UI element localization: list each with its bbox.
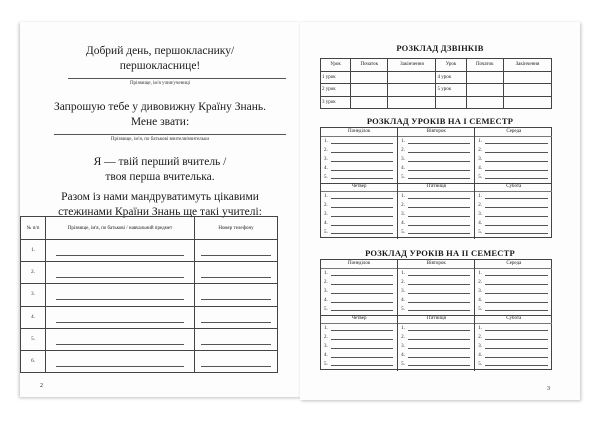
bell-end-cell[interactable] xyxy=(503,84,551,97)
day-header: Вівторок xyxy=(398,128,474,137)
student-name-line[interactable] xyxy=(68,78,286,79)
invite-line-2: Мене звати: xyxy=(130,116,190,128)
lesson-line[interactable]: 1. xyxy=(475,192,552,201)
lesson-line[interactable]: 4. xyxy=(475,219,552,228)
lesson-line[interactable]: 1. xyxy=(475,137,552,146)
lesson-line[interactable]: 4. xyxy=(475,351,552,360)
lesson-line[interactable]: 5. xyxy=(321,305,397,314)
day-header: Середа xyxy=(475,260,552,269)
lesson-line[interactable]: 3. xyxy=(475,342,552,351)
bells-title: РОЗКЛАД ДЗВІНКІВ xyxy=(396,43,484,53)
day-cell xyxy=(475,128,552,184)
lesson-line[interactable]: 2. xyxy=(398,146,474,155)
bell-start-cell[interactable] xyxy=(351,96,388,109)
day-header: Субота xyxy=(475,315,552,324)
lesson-line[interactable]: 1. xyxy=(321,269,397,278)
invite-line-1: Запрошую тебе у дивовижну Країну Знань. xyxy=(53,101,267,113)
lesson-line[interactable]: 3. xyxy=(321,210,397,219)
bell-lesson-right xyxy=(436,96,466,109)
lesson-line[interactable]: 1. xyxy=(321,137,397,146)
lesson-line[interactable]: 2. xyxy=(321,278,397,287)
teacher-caption: Прізвище, ім'я, по батькові вчителя/вчительки xyxy=(110,137,210,142)
lesson-line[interactable]: 2. xyxy=(475,201,552,210)
bells-h-end-1: Закінчення xyxy=(388,59,436,72)
day-cell xyxy=(321,183,398,239)
first-teacher-line-1: Я — твій перший вчитель / xyxy=(93,156,227,168)
teacher-phone-cell[interactable] xyxy=(195,350,278,372)
bell-lesson-left: 2 урок xyxy=(321,84,351,97)
teacher-row-num: 2. xyxy=(21,262,46,284)
lesson-line[interactable]: 3. xyxy=(398,342,474,351)
lesson-line[interactable]: 4. xyxy=(475,164,552,173)
lesson-line[interactable]: 3. xyxy=(475,155,552,164)
lesson-line[interactable]: 2. xyxy=(475,146,552,155)
page-number-left: 2 xyxy=(40,383,43,389)
lesson-line[interactable]: 5. xyxy=(398,305,474,314)
lesson-line[interactable]: 2. xyxy=(321,333,397,342)
lesson-line[interactable]: 5. xyxy=(321,173,397,182)
teacher-phone-cell[interactable] xyxy=(195,328,278,350)
lesson-line[interactable]: 1. xyxy=(321,324,397,333)
teacher-name-cell[interactable] xyxy=(46,284,195,306)
day-header: П'ятниця xyxy=(398,315,474,324)
lesson-line[interactable]: 4. xyxy=(321,164,397,173)
bell-start-cell[interactable] xyxy=(351,84,388,97)
bells-h-end-2: Закінчення xyxy=(503,59,551,72)
teacher-row-num: 5. xyxy=(21,328,46,350)
day-cell xyxy=(321,128,398,184)
day-cell xyxy=(475,183,552,239)
lesson-line[interactable]: 1. xyxy=(398,269,474,278)
student-caption: Прізвище, ім'я учня/учениці xyxy=(129,81,191,86)
lesson-line[interactable]: 4. xyxy=(398,296,474,305)
bell-lesson-left: 3 урок xyxy=(321,96,351,109)
teacher-name-cell[interactable] xyxy=(46,262,195,284)
bells-table xyxy=(320,58,552,109)
lesson-line[interactable]: 2. xyxy=(475,333,552,342)
bell-lesson-right: 4 урок xyxy=(436,71,466,84)
day-cell xyxy=(321,315,398,371)
teacher-name-line[interactable] xyxy=(54,134,286,135)
lesson-line[interactable]: 1. xyxy=(321,192,397,201)
lesson-line[interactable]: 2. xyxy=(321,146,397,155)
teacher-row-num: 3. xyxy=(21,284,46,306)
lesson-line[interactable]: 5. xyxy=(475,360,552,369)
bell-start-cell[interactable] xyxy=(466,96,503,109)
teacher-phone-cell[interactable] xyxy=(195,306,278,328)
semester-1-grid xyxy=(320,127,552,238)
teacher-phone-cell[interactable] xyxy=(195,240,278,262)
day-header: Четвер xyxy=(321,183,397,192)
lesson-line[interactable]: 3. xyxy=(398,210,474,219)
lesson-line[interactable]: 5. xyxy=(475,228,552,237)
bell-start-cell[interactable] xyxy=(466,84,503,97)
teacher-row xyxy=(21,284,278,306)
col-phone: Номер телефону xyxy=(195,217,278,240)
day-cell xyxy=(398,260,475,316)
lesson-line[interactable]: 4. xyxy=(398,351,474,360)
first-teacher-line-2: твоя перша вчителька. xyxy=(105,171,215,183)
lesson-line[interactable]: 2. xyxy=(475,278,552,287)
day-cell xyxy=(398,183,475,239)
bell-end-cell[interactable] xyxy=(503,96,551,109)
lesson-line[interactable]: 5. xyxy=(398,228,474,237)
teacher-row xyxy=(21,240,278,262)
lesson-line[interactable]: 2. xyxy=(398,278,474,287)
lesson-line[interactable]: 4. xyxy=(321,219,397,228)
lesson-line[interactable]: 1. xyxy=(398,324,474,333)
lesson-line[interactable]: 3. xyxy=(321,287,397,296)
day-header: П'ятниця xyxy=(398,183,474,192)
day-header: Четвер xyxy=(321,315,397,324)
bell-end-cell[interactable] xyxy=(388,71,436,84)
teacher-phone-cell[interactable] xyxy=(195,284,278,306)
day-header: Середа xyxy=(475,128,552,137)
lesson-line[interactable]: 2. xyxy=(398,201,474,210)
lesson-line[interactable]: 5. xyxy=(475,173,552,182)
teachers-header-row xyxy=(21,217,278,240)
bell-lesson-right: 5 урок xyxy=(436,84,466,97)
lesson-line[interactable]: 1. xyxy=(398,192,474,201)
lesson-line[interactable]: 5. xyxy=(398,360,474,369)
day-cell xyxy=(321,260,398,316)
teacher-row xyxy=(21,328,278,350)
bell-end-cell[interactable] xyxy=(503,71,551,84)
lesson-line[interactable]: 1. xyxy=(398,137,474,146)
greeting-line-2: першокласнице! xyxy=(119,60,201,72)
bell-lesson-left: 1 урок xyxy=(321,71,351,84)
lesson-line[interactable]: 2. xyxy=(321,201,397,210)
lesson-line[interactable]: 4. xyxy=(321,351,397,360)
teacher-row xyxy=(21,350,278,372)
day-header: Понеділок xyxy=(321,260,397,269)
lesson-line[interactable]: 4. xyxy=(321,296,397,305)
semester-1-title: РОЗКЛАД УРОКІВ НА І СЕМЕСТР xyxy=(366,116,514,126)
day-header: Понеділок xyxy=(321,128,397,137)
teacher-name-cell[interactable] xyxy=(46,240,195,262)
bell-row xyxy=(321,84,552,97)
bells-header-row xyxy=(321,59,552,72)
day-header: Субота xyxy=(475,183,552,192)
teacher-row-num: 6. xyxy=(21,350,46,372)
lesson-line[interactable]: 3. xyxy=(398,155,474,164)
bells-h-lesson-2: Урок xyxy=(436,59,466,72)
bells-h-start-1: Початок xyxy=(351,59,388,72)
col-num: № п/п xyxy=(21,217,46,240)
teacher-row xyxy=(21,306,278,328)
day-cell xyxy=(398,315,475,371)
teacher-name-cell[interactable] xyxy=(46,350,195,372)
day-header: Вівторок xyxy=(398,260,474,269)
lesson-line[interactable]: 2. xyxy=(398,333,474,342)
bells-h-start-2: Початок xyxy=(466,59,503,72)
semester-2-grid xyxy=(320,259,552,370)
bell-start-cell[interactable] xyxy=(466,71,503,84)
day-cell xyxy=(475,260,552,316)
semester-2-title: РОЗКЛАД УРОКІВ НА ІІ СЕМЕСТР xyxy=(365,248,515,258)
lesson-line[interactable]: 5. xyxy=(321,228,397,237)
teacher-name-cell[interactable] xyxy=(46,328,195,350)
teacher-row-num: 1. xyxy=(21,240,46,262)
teacher-row xyxy=(21,262,278,284)
lesson-line[interactable]: 4. xyxy=(398,219,474,228)
bells-h-lesson-1: Урок xyxy=(321,59,351,72)
greeting-line-1: Добрий день, першокласнику/ xyxy=(85,45,235,57)
day-cell xyxy=(398,128,475,184)
teachers-table xyxy=(20,216,278,373)
day-cell xyxy=(475,315,552,371)
lesson-line[interactable]: 3. xyxy=(321,155,397,164)
lesson-line[interactable]: 3. xyxy=(398,287,474,296)
lesson-line[interactable]: 5. xyxy=(475,305,552,314)
bell-end-cell[interactable] xyxy=(388,96,436,109)
teacher-row-num: 4. xyxy=(21,306,46,328)
col-name: Прізвище, ім'я, по батькові / навчальний предмет xyxy=(46,217,195,240)
lesson-line[interactable]: 5. xyxy=(321,360,397,369)
bell-start-cell[interactable] xyxy=(351,71,388,84)
lesson-line[interactable]: 4. xyxy=(398,164,474,173)
lesson-line[interactable]: 3. xyxy=(475,287,552,296)
lesson-line[interactable]: 5. xyxy=(398,173,474,182)
together-line-1: Разом із нами мандруватимуть цікавими xyxy=(61,191,259,203)
lesson-line[interactable]: 3. xyxy=(321,342,397,351)
teacher-name-cell[interactable] xyxy=(46,306,195,328)
lesson-line[interactable]: 3. xyxy=(475,210,552,219)
together-line-2: стежинами Країни Знань ще такі учителі: xyxy=(58,206,262,218)
lesson-line[interactable]: 1. xyxy=(475,324,552,333)
bell-row xyxy=(321,96,552,109)
page-number-right: 3 xyxy=(547,386,550,392)
teacher-phone-cell[interactable] xyxy=(195,262,278,284)
lesson-line[interactable]: 1. xyxy=(475,269,552,278)
bell-end-cell[interactable] xyxy=(388,84,436,97)
lesson-line[interactable]: 4. xyxy=(475,296,552,305)
bell-row xyxy=(321,71,552,84)
